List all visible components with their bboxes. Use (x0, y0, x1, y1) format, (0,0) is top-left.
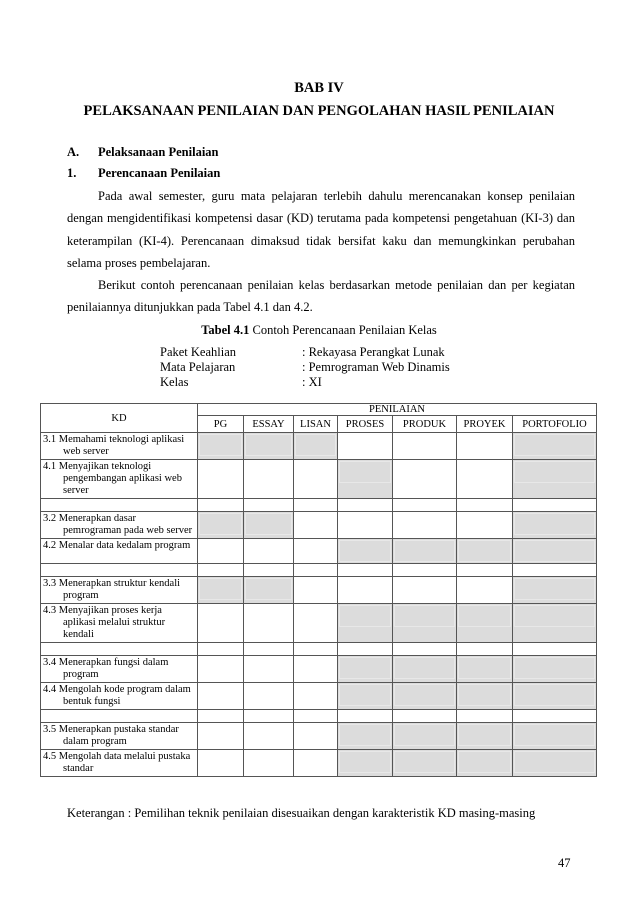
empty-cell (41, 564, 198, 577)
shaded-cell-fill (339, 751, 391, 773)
spacer-row (41, 710, 597, 723)
empty-cell (457, 433, 513, 460)
spacer-row (41, 643, 597, 656)
shaded-cell-fill (199, 578, 242, 600)
assessment-group-header: PENILAIAN (198, 404, 597, 416)
table-row (41, 460, 597, 499)
shaded-cell (513, 539, 597, 564)
section-1-number: 1. (67, 166, 77, 180)
empty-cell (294, 723, 338, 750)
meta-label: Mata Pelajaran (160, 360, 236, 374)
paragraph-line: selama proses pembelajaran. (67, 256, 211, 270)
shaded-cell-fill (514, 724, 595, 746)
shaded-cell-fill (514, 434, 595, 456)
empty-cell (198, 539, 244, 564)
empty-cell (41, 643, 198, 656)
shaded-cell-fill (514, 513, 595, 535)
shaded-cell-fill (394, 684, 455, 706)
shaded-cell-fill (245, 434, 292, 456)
shaded-cell-fill (514, 461, 595, 483)
shaded-cell (513, 460, 597, 499)
empty-cell (513, 643, 597, 656)
kd-text: 4.3 Menyajikan proses kerja aplikasi melalui struktur kendali (43, 605, 166, 640)
shaded-cell-fill (339, 540, 391, 562)
shaded-cell (198, 577, 244, 604)
empty-cell (393, 433, 457, 460)
empty-cell (294, 499, 338, 512)
kd-cell (41, 539, 198, 564)
empty-cell (338, 433, 393, 460)
shaded-cell (513, 512, 597, 539)
table-row (41, 433, 597, 460)
shaded-cell-fill (199, 434, 242, 456)
empty-cell (294, 710, 338, 723)
shaded-cell (513, 604, 597, 643)
shaded-cell (198, 512, 244, 539)
column-header: PORTOFOLIO (513, 416, 597, 433)
page-number: 47 (558, 856, 571, 870)
shaded-cell (393, 683, 457, 710)
meta-label: Kelas (160, 375, 189, 389)
empty-cell (244, 539, 294, 564)
empty-cell (244, 656, 294, 683)
shaded-cell (513, 750, 597, 777)
shaded-cell (338, 656, 393, 683)
empty-cell (338, 577, 393, 604)
empty-cell (393, 564, 457, 577)
empty-cell (244, 643, 294, 656)
empty-cell (338, 499, 393, 512)
chapter-heading: BAB IV (294, 80, 344, 96)
kd-text: 4.5 Mengolah data melalui pustaka standar (43, 751, 191, 774)
kd-cell (41, 604, 198, 643)
empty-cell (393, 643, 457, 656)
kd-cell (41, 512, 198, 539)
empty-cell (457, 643, 513, 656)
empty-cell (457, 512, 513, 539)
shaded-cell-fill (458, 657, 511, 679)
shaded-cell (457, 750, 513, 777)
empty-cell (294, 656, 338, 683)
empty-cell (198, 460, 244, 499)
column-header: PG (198, 416, 244, 433)
kd-text: 3.3 Menerapkan struktur kendali program (43, 578, 181, 601)
table-note: Keterangan : Pemilihan teknik penilaian disesuaikan dengan karakteristik KD masing-masing (67, 806, 536, 820)
kd-text: 3.5 Menerapkan pustaka standar dalam program (43, 724, 179, 747)
shaded-cell-fill (458, 724, 511, 746)
shaded-cell-fill (514, 578, 595, 600)
kd-text: 4.4 Mengolah kode program dalam bentuk fungsi (43, 684, 191, 707)
empty-cell (513, 499, 597, 512)
empty-cell (294, 539, 338, 564)
column-header: ESSAY (244, 416, 294, 433)
shaded-cell-fill (339, 684, 391, 706)
shaded-cell (338, 604, 393, 643)
empty-cell (198, 723, 244, 750)
empty-cell (338, 643, 393, 656)
empty-cell (338, 564, 393, 577)
kd-text: 3.1 Memahami teknologi aplikasi web server (43, 434, 185, 457)
shaded-cell-fill (245, 513, 292, 535)
column-header: PROYEK (457, 416, 513, 433)
kd-cell (41, 683, 198, 710)
empty-cell (244, 723, 294, 750)
shaded-cell (244, 512, 294, 539)
shaded-cell (513, 656, 597, 683)
shaded-cell (338, 460, 393, 499)
meta-value: : Rekayasa Perangkat Lunak (302, 345, 445, 359)
shaded-cell (338, 750, 393, 777)
empty-cell (393, 710, 457, 723)
empty-cell (198, 656, 244, 683)
shaded-cell-fill (245, 578, 292, 600)
shaded-cell (513, 723, 597, 750)
empty-cell (244, 499, 294, 512)
shaded-cell (393, 723, 457, 750)
shaded-cell-fill (339, 724, 391, 746)
shaded-cell-fill (514, 751, 595, 773)
column-header: PRODUK (393, 416, 457, 433)
meta-value: : XI (302, 375, 322, 389)
shaded-cell-fill (514, 605, 595, 627)
empty-cell (457, 710, 513, 723)
shaded-cell-fill (458, 540, 511, 562)
shaded-cell-fill (458, 751, 511, 773)
shaded-cell (513, 433, 597, 460)
shaded-cell-fill (339, 461, 391, 483)
kd-header: KD (41, 404, 198, 433)
table-row (41, 683, 597, 710)
empty-cell (457, 460, 513, 499)
empty-cell (244, 710, 294, 723)
empty-cell (244, 604, 294, 643)
table-row (41, 512, 597, 539)
shaded-cell-fill (394, 540, 455, 562)
empty-cell (198, 564, 244, 577)
spacer-row (41, 499, 597, 512)
empty-cell (41, 710, 198, 723)
section-a-number: A. (67, 145, 80, 159)
empty-cell (393, 512, 457, 539)
empty-cell (244, 564, 294, 577)
shaded-cell (513, 577, 597, 604)
empty-cell (198, 683, 244, 710)
shaded-cell (457, 656, 513, 683)
empty-cell (198, 710, 244, 723)
kd-text: 3.2 Menerapkan dasar pemrograman pada web server (43, 513, 193, 536)
shaded-cell-fill (514, 540, 595, 562)
empty-cell (513, 710, 597, 723)
empty-cell (244, 750, 294, 777)
shaded-cell (513, 683, 597, 710)
shaded-cell (244, 433, 294, 460)
shaded-cell-fill (458, 684, 511, 706)
shaded-cell-fill (199, 513, 242, 535)
table-row (41, 577, 597, 604)
shaded-cell (338, 723, 393, 750)
kd-cell (41, 460, 198, 499)
empty-cell (294, 460, 338, 499)
empty-cell (294, 683, 338, 710)
table-row (41, 604, 597, 643)
empty-cell (244, 683, 294, 710)
spacer-row (41, 564, 597, 577)
empty-cell (457, 564, 513, 577)
table-caption (0, 323, 638, 338)
kd-text: 4.2 Menalar data kedalam program (43, 540, 191, 551)
shaded-cell-fill (394, 724, 455, 746)
shaded-cell (393, 750, 457, 777)
shaded-cell-fill (394, 751, 455, 773)
chapter-title: PELAKSANAAN PENILAIAN DAN PENGOLAHAN HASIL PENILAIAN (83, 103, 555, 119)
kd-cell (41, 723, 198, 750)
table-row (41, 750, 597, 777)
shaded-cell (294, 433, 338, 460)
empty-cell (393, 460, 457, 499)
empty-cell (198, 643, 244, 656)
shaded-cell-fill (394, 605, 455, 627)
table-row (41, 656, 597, 683)
empty-cell (294, 604, 338, 643)
shaded-cell-fill (339, 657, 391, 679)
table-row (41, 723, 597, 750)
shaded-cell (457, 723, 513, 750)
paragraph-line: dengan mengidentifikasi kompetensi dasar (KD) terutama pada kompetensi pengetahuan (KI-3) dan (67, 211, 575, 225)
empty-cell (294, 750, 338, 777)
empty-cell (393, 499, 457, 512)
kd-cell (41, 750, 198, 777)
shaded-cell (393, 656, 457, 683)
shaded-cell-fill (514, 657, 595, 679)
paragraph-line: Berikut contoh perencanaan penilaian kelas berdasarkan metode penilaian dan per kegiatan (98, 278, 575, 292)
meta-label: Paket Keahlian (160, 345, 237, 359)
shaded-cell-fill (394, 657, 455, 679)
shaded-cell (393, 539, 457, 564)
section-1-title: Perencanaan Penilaian (98, 166, 221, 180)
empty-cell (198, 604, 244, 643)
empty-cell (338, 710, 393, 723)
empty-cell (198, 750, 244, 777)
empty-cell (294, 512, 338, 539)
column-header: PROSES (338, 416, 393, 433)
kd-cell (41, 577, 198, 604)
empty-cell (393, 577, 457, 604)
paragraph-line: penilaiannya ditunjukkan pada Tabel 4.1 dan 4.2. (67, 300, 313, 314)
shaded-cell (457, 539, 513, 564)
empty-cell (41, 499, 198, 512)
assessment-plan-table (40, 403, 597, 777)
empty-cell (513, 564, 597, 577)
empty-cell (244, 460, 294, 499)
paragraph-line: Pada awal semester, guru mata pelajaran terlebih dahulu merencanakan konsep penilaian (98, 189, 575, 203)
shaded-cell-fill (339, 605, 391, 627)
empty-cell (294, 643, 338, 656)
table-caption-label: Tabel 4.1 (201, 323, 250, 337)
section-a-title: Pelaksanaan Penilaian (98, 145, 219, 159)
shaded-cell-fill (295, 434, 336, 456)
column-header: LISAN (294, 416, 338, 433)
kd-cell (41, 656, 198, 683)
empty-cell (457, 577, 513, 604)
paragraph-line: keterampilan (KI-4). Perencanaan dimaksud tidak bersifat kaku dan memungkinkan perubahan (67, 234, 575, 248)
shaded-cell-fill (458, 605, 511, 627)
shaded-cell (198, 433, 244, 460)
shaded-cell (338, 683, 393, 710)
kd-text: 3.4 Menerapkan fungsi dalam program (43, 657, 169, 680)
empty-cell (198, 499, 244, 512)
kd-text: 4.1 Menyajikan teknologi pengembangan aplikasi web server (43, 461, 182, 496)
table-row (41, 539, 597, 564)
empty-cell (294, 564, 338, 577)
kd-cell (41, 433, 198, 460)
shaded-cell (244, 577, 294, 604)
shaded-cell-fill (514, 684, 595, 706)
meta-value: : Pemrograman Web Dinamis (302, 360, 450, 374)
shaded-cell (457, 683, 513, 710)
empty-cell (457, 499, 513, 512)
table-caption-text: Contoh Perencanaan Penilaian Kelas (249, 323, 437, 337)
shaded-cell (393, 604, 457, 643)
shaded-cell (457, 604, 513, 643)
empty-cell (338, 512, 393, 539)
empty-cell (294, 577, 338, 604)
shaded-cell (338, 539, 393, 564)
